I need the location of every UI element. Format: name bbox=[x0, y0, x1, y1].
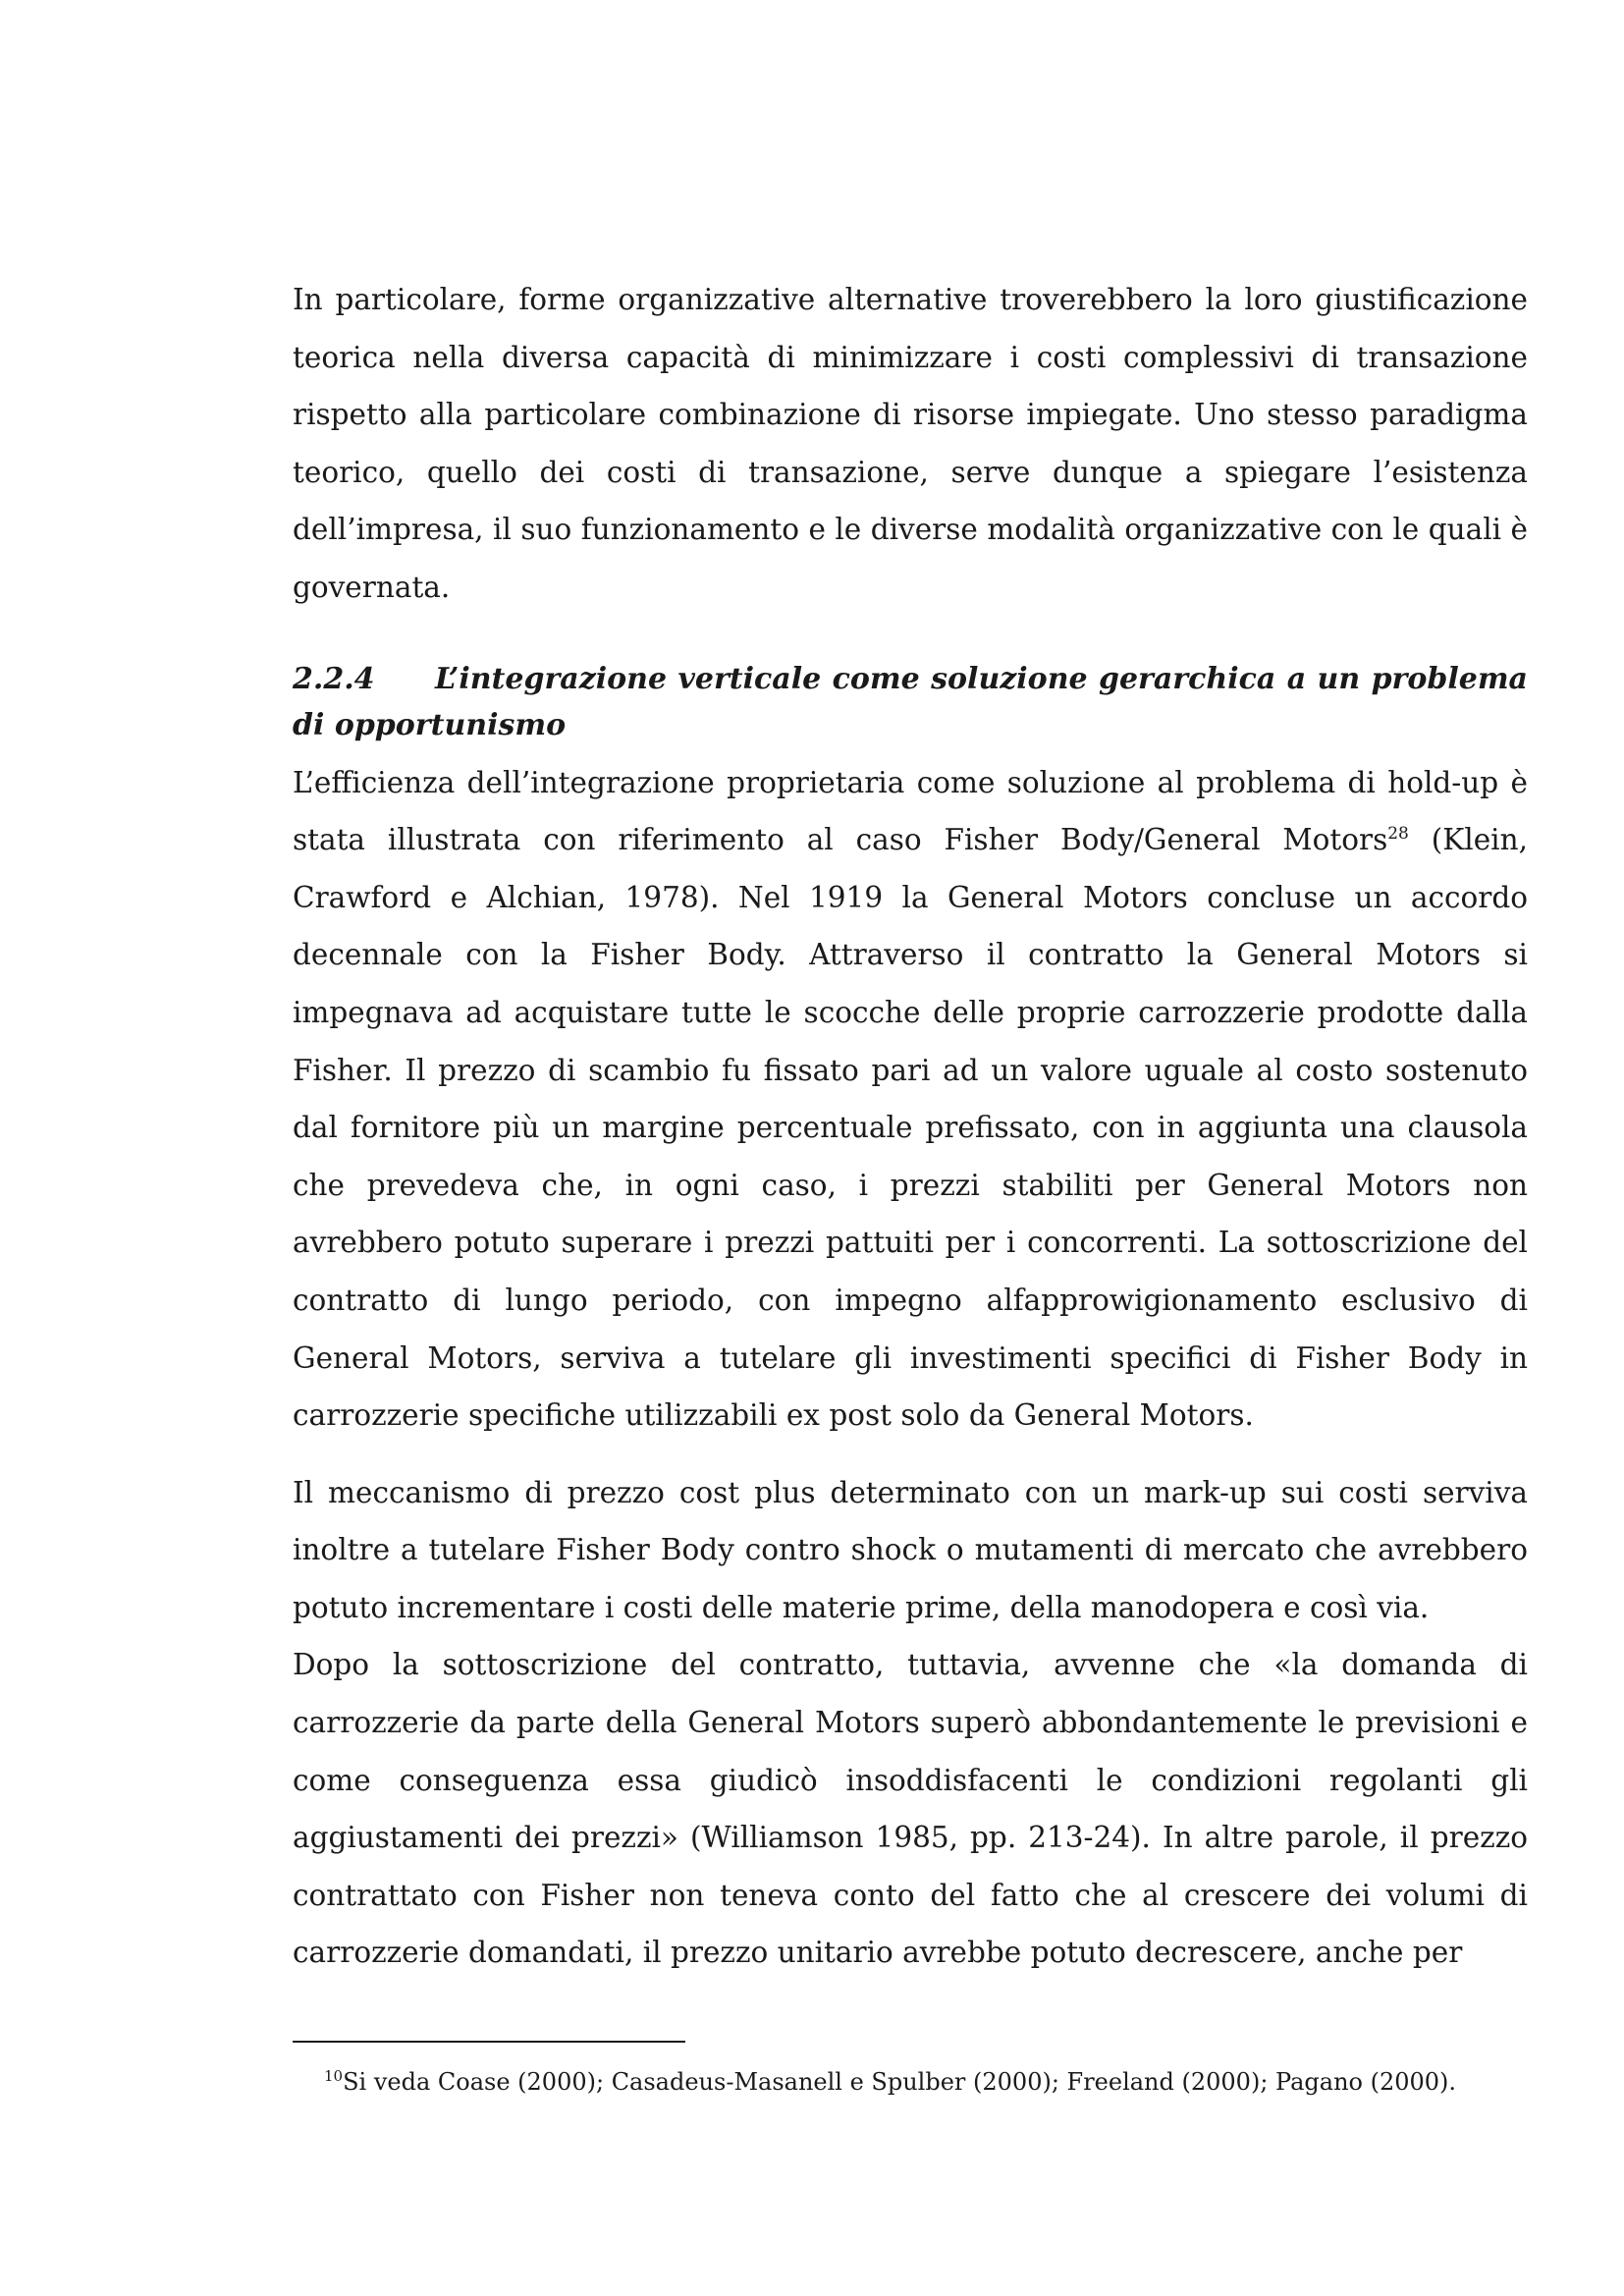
paragraph-fisher-body-text-start: L’efficienza dell’integrazione proprietaria come soluzione al problema di hold-up è stata illustrata con riferimento al caso Fisher Body/General Motors bbox=[293, 765, 1528, 857]
section-heading bbox=[293, 656, 1528, 748]
page-body bbox=[293, 271, 1528, 1982]
paragraph-intro: In particolare, forme organizzative alternative troverebbero la loro giustificazione teorica nella diversa capacità di minimizzare i costi complessivi di transazione rispetto alla particolare combinazione di risorse impiegate. Uno stesso paradigma teorico, quello dei costi di transazione, serve dunque a spiegare l’esistenza dell’impresa, il suo funzionamento e le diverse modalità organizzative con le quali è governata. bbox=[293, 283, 1528, 604]
footnote bbox=[324, 2066, 1532, 2098]
paragraph-dopo: Dopo la sottoscrizione del contratto, tuttavia, avvenne che «la domanda di carrozzerie da parte della General Motors superò abbondantemente le previsioni e come conseguenza essa giudicò insoddisfacenti le condizioni regolanti gli aggiustamenti dei prezzi» (Williamson 1985, pp. 213-24). In altre parole, il prezzo contrattato con Fisher non teneva conto del fatto che al crescere dei volumi di carrozzerie domandati, il prezzo unitario avrebbe potuto decrescere, anche per bbox=[293, 1648, 1528, 1970]
paragraph-fisher-body bbox=[293, 754, 1528, 1445]
paragraph-fisher-body-text-end: (Klein, Crawford e Alchian, 1978). Nel 1919 la General Motors concluse un accordo decennale con la Fisher Body. Attraverso il contratto la General Motors si impegnava ad acquistare tutte le scocche delle proprie carrozzerie prodotte dalla Fisher. Il prezzo di scambio fu fissato pari ad un valore uguale al costo sostenuto dal fornitore più un margine percentuale prefissato, con in aggiunta una clausola che prevedeva che, in ogni caso, i prezzi stabiliti per General Motors non avrebbero potuto superare i prezzi pattuiti per i concorrenti. La sottoscrizione del contratto di lungo periodo, con impegno alfapprowigionamento esclusivo di General Motors, serviva a tutelare gli investimenti specifici di Fisher Body in carrozzerie specifiche utilizzabili ex post solo da General Motors. bbox=[293, 823, 1528, 1433]
footnote-reference[interactable]: 28 bbox=[1387, 824, 1409, 845]
footnote-separator bbox=[293, 2041, 685, 2043]
section-title: L’integrazione verticale come soluzione gerarchica a un problema di opportunismo bbox=[293, 661, 1528, 742]
section-number: 2.2.4 bbox=[293, 661, 375, 696]
paragraph-cost-plus: Il meccanismo di prezzo cost plus determinato con un mark-up sui costi serviva inoltre a tutelare Fisher Body contro shock o mutamenti di mercato che avrebbero potuto incrementare i costi delle materie prime, della manodopera e così via. bbox=[293, 1475, 1528, 1624]
footnote-text: Si veda Coase (2000); Casadeus-Masanell e Spulber (2000); Freeland (2000); Pagano (2000). bbox=[343, 2068, 1457, 2096]
footnote-marker: 10 bbox=[324, 2067, 344, 2085]
